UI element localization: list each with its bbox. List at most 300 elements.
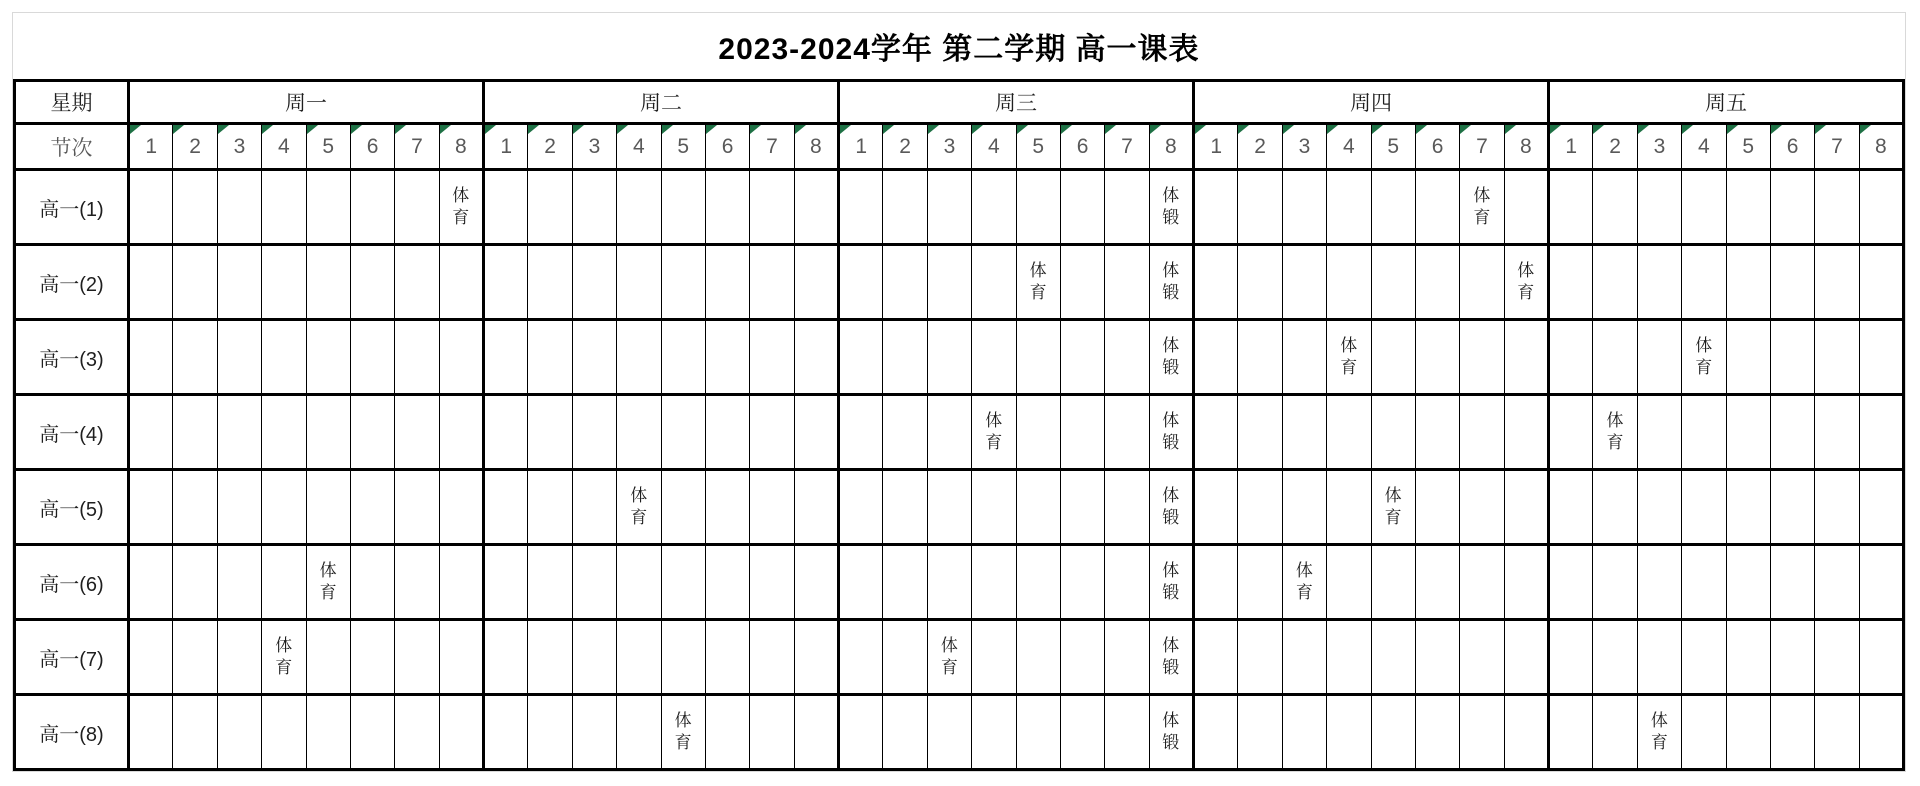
empty-timetable-cell[interactable] xyxy=(927,470,971,545)
day-header-cell[interactable]: 周一 xyxy=(129,81,484,124)
empty-timetable-cell[interactable] xyxy=(705,320,749,395)
empty-timetable-cell[interactable] xyxy=(129,245,173,320)
empty-timetable-cell[interactable] xyxy=(839,620,883,695)
period-header-cell[interactable] xyxy=(705,124,749,170)
empty-timetable-cell[interactable] xyxy=(1371,620,1415,695)
empty-timetable-cell[interactable] xyxy=(1549,395,1593,470)
empty-timetable-cell[interactable] xyxy=(439,695,483,770)
pe-cell[interactable] xyxy=(439,170,483,245)
period-header-cell[interactable] xyxy=(1105,124,1149,170)
empty-timetable-cell[interactable] xyxy=(1549,170,1593,245)
period-header-cell[interactable] xyxy=(661,124,705,170)
empty-timetable-cell[interactable] xyxy=(1460,470,1504,545)
empty-timetable-cell[interactable] xyxy=(306,395,350,470)
pe-cell[interactable] xyxy=(1504,245,1548,320)
exercise-cell[interactable] xyxy=(1149,695,1193,770)
period-header-cell[interactable] xyxy=(794,124,838,170)
empty-timetable-cell[interactable] xyxy=(927,245,971,320)
class-label-cell[interactable]: 高一(7) xyxy=(15,620,129,695)
empty-timetable-cell[interactable] xyxy=(927,395,971,470)
empty-timetable-cell[interactable] xyxy=(528,170,572,245)
empty-timetable-cell[interactable] xyxy=(1682,395,1726,470)
empty-timetable-cell[interactable] xyxy=(173,695,217,770)
empty-timetable-cell[interactable] xyxy=(883,470,927,545)
empty-timetable-cell[interactable] xyxy=(1016,320,1060,395)
class-label-cell[interactable]: 高一(4) xyxy=(15,395,129,470)
empty-timetable-cell[interactable] xyxy=(794,620,838,695)
empty-timetable-cell[interactable] xyxy=(439,620,483,695)
empty-timetable-cell[interactable] xyxy=(705,470,749,545)
empty-timetable-cell[interactable] xyxy=(972,245,1016,320)
empty-timetable-cell[interactable] xyxy=(1371,395,1415,470)
empty-timetable-cell[interactable] xyxy=(1415,395,1459,470)
empty-timetable-cell[interactable] xyxy=(350,470,394,545)
class-label-cell[interactable]: 高一(3) xyxy=(15,320,129,395)
exercise-cell[interactable] xyxy=(1149,170,1193,245)
empty-timetable-cell[interactable] xyxy=(1194,245,1238,320)
empty-timetable-cell[interactable] xyxy=(1016,395,1060,470)
empty-timetable-cell[interactable] xyxy=(1016,695,1060,770)
empty-timetable-cell[interactable] xyxy=(1105,545,1149,620)
empty-timetable-cell[interactable] xyxy=(484,395,528,470)
day-header-cell[interactable]: 周五 xyxy=(1549,81,1904,124)
empty-timetable-cell[interactable] xyxy=(972,620,1016,695)
empty-timetable-cell[interactable] xyxy=(572,545,616,620)
empty-timetable-cell[interactable] xyxy=(1726,245,1770,320)
empty-timetable-cell[interactable] xyxy=(1815,320,1859,395)
empty-timetable-cell[interactable] xyxy=(1415,245,1459,320)
pe-cell[interactable] xyxy=(661,695,705,770)
empty-timetable-cell[interactable] xyxy=(1726,170,1770,245)
class-label-cell[interactable]: 高一(6) xyxy=(15,545,129,620)
empty-timetable-cell[interactable] xyxy=(1593,320,1637,395)
empty-timetable-cell[interactable] xyxy=(1815,470,1859,545)
period-header-cell[interactable] xyxy=(1815,124,1859,170)
empty-timetable-cell[interactable] xyxy=(572,620,616,695)
empty-timetable-cell[interactable] xyxy=(661,245,705,320)
empty-timetable-cell[interactable] xyxy=(1726,470,1770,545)
empty-timetable-cell[interactable] xyxy=(484,620,528,695)
exercise-cell[interactable] xyxy=(1149,620,1193,695)
empty-timetable-cell[interactable] xyxy=(705,620,749,695)
empty-timetable-cell[interactable] xyxy=(484,695,528,770)
empty-timetable-cell[interactable] xyxy=(1815,545,1859,620)
empty-timetable-cell[interactable] xyxy=(484,170,528,245)
empty-timetable-cell[interactable] xyxy=(1415,470,1459,545)
empty-timetable-cell[interactable] xyxy=(1016,470,1060,545)
empty-timetable-cell[interactable] xyxy=(883,545,927,620)
period-header-cell[interactable] xyxy=(395,124,439,170)
pe-cell[interactable] xyxy=(972,395,1016,470)
empty-timetable-cell[interactable] xyxy=(1460,395,1504,470)
period-header-cell[interactable] xyxy=(883,124,927,170)
empty-timetable-cell[interactable] xyxy=(750,545,794,620)
empty-timetable-cell[interactable] xyxy=(1327,245,1371,320)
empty-timetable-cell[interactable] xyxy=(217,545,261,620)
empty-timetable-cell[interactable] xyxy=(129,470,173,545)
empty-timetable-cell[interactable] xyxy=(1194,695,1238,770)
empty-timetable-cell[interactable] xyxy=(350,545,394,620)
empty-timetable-cell[interactable] xyxy=(1238,170,1282,245)
empty-timetable-cell[interactable] xyxy=(1504,620,1548,695)
empty-timetable-cell[interactable] xyxy=(395,170,439,245)
empty-timetable-cell[interactable] xyxy=(262,320,306,395)
empty-timetable-cell[interactable] xyxy=(572,470,616,545)
empty-timetable-cell[interactable] xyxy=(705,545,749,620)
empty-timetable-cell[interactable] xyxy=(306,620,350,695)
empty-timetable-cell[interactable] xyxy=(1194,620,1238,695)
empty-timetable-cell[interactable] xyxy=(1460,620,1504,695)
empty-timetable-cell[interactable] xyxy=(1682,620,1726,695)
empty-timetable-cell[interactable] xyxy=(1859,245,1903,320)
empty-timetable-cell[interactable] xyxy=(129,395,173,470)
empty-timetable-cell[interactable] xyxy=(439,470,483,545)
pe-cell[interactable] xyxy=(1637,695,1681,770)
empty-timetable-cell[interactable] xyxy=(1504,470,1548,545)
period-header-cell[interactable] xyxy=(1726,124,1770,170)
period-header-cell[interactable] xyxy=(1060,124,1104,170)
exercise-cell[interactable] xyxy=(1149,245,1193,320)
day-header-cell[interactable]: 周二 xyxy=(484,81,839,124)
empty-timetable-cell[interactable] xyxy=(1593,695,1637,770)
empty-timetable-cell[interactable] xyxy=(484,545,528,620)
empty-timetable-cell[interactable] xyxy=(217,695,261,770)
empty-timetable-cell[interactable] xyxy=(1060,170,1104,245)
empty-timetable-cell[interactable] xyxy=(1593,170,1637,245)
period-header-cell[interactable] xyxy=(927,124,971,170)
empty-timetable-cell[interactable] xyxy=(1016,170,1060,245)
empty-timetable-cell[interactable] xyxy=(572,170,616,245)
empty-timetable-cell[interactable] xyxy=(794,320,838,395)
empty-timetable-cell[interactable] xyxy=(1016,545,1060,620)
empty-timetable-cell[interactable] xyxy=(1060,470,1104,545)
empty-timetable-cell[interactable] xyxy=(1327,395,1371,470)
period-header-cell[interactable] xyxy=(528,124,572,170)
empty-timetable-cell[interactable] xyxy=(1859,470,1903,545)
empty-timetable-cell[interactable] xyxy=(883,695,927,770)
empty-timetable-cell[interactable] xyxy=(661,320,705,395)
empty-timetable-cell[interactable] xyxy=(750,320,794,395)
empty-timetable-cell[interactable] xyxy=(1105,170,1149,245)
empty-timetable-cell[interactable] xyxy=(1549,320,1593,395)
empty-timetable-cell[interactable] xyxy=(262,245,306,320)
empty-timetable-cell[interactable] xyxy=(173,395,217,470)
empty-timetable-cell[interactable] xyxy=(173,470,217,545)
period-header-cell[interactable] xyxy=(306,124,350,170)
empty-timetable-cell[interactable] xyxy=(1593,245,1637,320)
empty-timetable-cell[interactable] xyxy=(1726,395,1770,470)
empty-timetable-cell[interactable] xyxy=(439,320,483,395)
empty-timetable-cell[interactable] xyxy=(1549,245,1593,320)
empty-timetable-cell[interactable] xyxy=(1637,395,1681,470)
empty-timetable-cell[interactable] xyxy=(306,170,350,245)
empty-timetable-cell[interactable] xyxy=(173,170,217,245)
period-header-cell[interactable] xyxy=(572,124,616,170)
empty-timetable-cell[interactable] xyxy=(1859,170,1903,245)
empty-timetable-cell[interactable] xyxy=(528,395,572,470)
empty-timetable-cell[interactable] xyxy=(129,545,173,620)
empty-timetable-cell[interactable] xyxy=(1504,695,1548,770)
empty-timetable-cell[interactable] xyxy=(661,170,705,245)
period-header-cell[interactable] xyxy=(1238,124,1282,170)
empty-timetable-cell[interactable] xyxy=(1371,695,1415,770)
empty-timetable-cell[interactable] xyxy=(306,695,350,770)
day-header-cell[interactable]: 周四 xyxy=(1194,81,1549,124)
exercise-cell[interactable] xyxy=(1149,470,1193,545)
empty-timetable-cell[interactable] xyxy=(1282,695,1326,770)
empty-timetable-cell[interactable] xyxy=(794,470,838,545)
empty-timetable-cell[interactable] xyxy=(839,395,883,470)
pe-cell[interactable] xyxy=(1682,320,1726,395)
empty-timetable-cell[interactable] xyxy=(1726,545,1770,620)
empty-timetable-cell[interactable] xyxy=(1282,620,1326,695)
empty-timetable-cell[interactable] xyxy=(1415,620,1459,695)
empty-timetable-cell[interactable] xyxy=(1460,695,1504,770)
period-header-cell[interactable] xyxy=(484,124,528,170)
empty-timetable-cell[interactable] xyxy=(528,695,572,770)
empty-timetable-cell[interactable] xyxy=(572,695,616,770)
empty-timetable-cell[interactable] xyxy=(794,395,838,470)
period-header-cell[interactable] xyxy=(1682,124,1726,170)
empty-timetable-cell[interactable] xyxy=(572,395,616,470)
empty-timetable-cell[interactable] xyxy=(1637,245,1681,320)
empty-timetable-cell[interactable] xyxy=(395,620,439,695)
empty-timetable-cell[interactable] xyxy=(972,545,1016,620)
empty-timetable-cell[interactable] xyxy=(1770,545,1814,620)
empty-timetable-cell[interactable] xyxy=(1549,470,1593,545)
empty-timetable-cell[interactable] xyxy=(1327,545,1371,620)
empty-timetable-cell[interactable] xyxy=(439,545,483,620)
pe-cell[interactable] xyxy=(306,545,350,620)
period-header-cell[interactable] xyxy=(350,124,394,170)
empty-timetable-cell[interactable] xyxy=(1105,245,1149,320)
empty-timetable-cell[interactable] xyxy=(350,170,394,245)
empty-timetable-cell[interactable] xyxy=(617,695,661,770)
empty-timetable-cell[interactable] xyxy=(883,170,927,245)
empty-timetable-cell[interactable] xyxy=(395,320,439,395)
empty-timetable-cell[interactable] xyxy=(661,545,705,620)
empty-timetable-cell[interactable] xyxy=(1682,170,1726,245)
empty-timetable-cell[interactable] xyxy=(306,320,350,395)
empty-timetable-cell[interactable] xyxy=(1327,470,1371,545)
empty-timetable-cell[interactable] xyxy=(1859,695,1903,770)
empty-timetable-cell[interactable] xyxy=(173,320,217,395)
empty-timetable-cell[interactable] xyxy=(1282,395,1326,470)
period-header-cell[interactable] xyxy=(1859,124,1903,170)
empty-timetable-cell[interactable] xyxy=(1060,545,1104,620)
empty-timetable-cell[interactable] xyxy=(350,395,394,470)
period-header-cell[interactable] xyxy=(750,124,794,170)
empty-timetable-cell[interactable] xyxy=(661,395,705,470)
empty-timetable-cell[interactable] xyxy=(1194,170,1238,245)
empty-timetable-cell[interactable] xyxy=(395,245,439,320)
empty-timetable-cell[interactable] xyxy=(1194,395,1238,470)
empty-timetable-cell[interactable] xyxy=(129,170,173,245)
empty-timetable-cell[interactable] xyxy=(1460,245,1504,320)
empty-timetable-cell[interactable] xyxy=(1504,395,1548,470)
empty-timetable-cell[interactable] xyxy=(217,170,261,245)
empty-timetable-cell[interactable] xyxy=(1238,545,1282,620)
empty-timetable-cell[interactable] xyxy=(528,470,572,545)
empty-timetable-cell[interactable] xyxy=(1726,320,1770,395)
empty-timetable-cell[interactable] xyxy=(1238,320,1282,395)
empty-timetable-cell[interactable] xyxy=(1238,470,1282,545)
empty-timetable-cell[interactable] xyxy=(1770,695,1814,770)
period-header-cell[interactable] xyxy=(1504,124,1548,170)
week-corner-cell[interactable]: 星期 xyxy=(15,81,129,124)
empty-timetable-cell[interactable] xyxy=(1415,320,1459,395)
class-label-cell[interactable]: 高一(1) xyxy=(15,170,129,245)
empty-timetable-cell[interactable] xyxy=(750,395,794,470)
period-header-cell[interactable] xyxy=(1637,124,1681,170)
empty-timetable-cell[interactable] xyxy=(1549,620,1593,695)
empty-timetable-cell[interactable] xyxy=(1238,620,1282,695)
empty-timetable-cell[interactable] xyxy=(262,395,306,470)
empty-timetable-cell[interactable] xyxy=(1194,470,1238,545)
empty-timetable-cell[interactable] xyxy=(1060,245,1104,320)
period-header-cell[interactable] xyxy=(1770,124,1814,170)
empty-timetable-cell[interactable] xyxy=(1770,620,1814,695)
empty-timetable-cell[interactable] xyxy=(528,320,572,395)
empty-timetable-cell[interactable] xyxy=(883,320,927,395)
empty-timetable-cell[interactable] xyxy=(1327,170,1371,245)
empty-timetable-cell[interactable] xyxy=(927,170,971,245)
empty-timetable-cell[interactable] xyxy=(129,695,173,770)
period-header-cell[interactable] xyxy=(1593,124,1637,170)
empty-timetable-cell[interactable] xyxy=(1859,545,1903,620)
empty-timetable-cell[interactable] xyxy=(350,320,394,395)
empty-timetable-cell[interactable] xyxy=(1238,245,1282,320)
empty-timetable-cell[interactable] xyxy=(839,320,883,395)
empty-timetable-cell[interactable] xyxy=(1371,320,1415,395)
period-corner-cell[interactable]: 节次 xyxy=(15,124,129,170)
empty-timetable-cell[interactable] xyxy=(262,470,306,545)
empty-timetable-cell[interactable] xyxy=(1371,170,1415,245)
empty-timetable-cell[interactable] xyxy=(484,245,528,320)
empty-timetable-cell[interactable] xyxy=(1859,395,1903,470)
empty-timetable-cell[interactable] xyxy=(350,245,394,320)
empty-timetable-cell[interactable] xyxy=(1105,470,1149,545)
empty-timetable-cell[interactable] xyxy=(1238,695,1282,770)
empty-timetable-cell[interactable] xyxy=(350,620,394,695)
empty-timetable-cell[interactable] xyxy=(1105,320,1149,395)
empty-timetable-cell[interactable] xyxy=(1016,620,1060,695)
pe-cell[interactable] xyxy=(1282,545,1326,620)
empty-timetable-cell[interactable] xyxy=(484,320,528,395)
empty-timetable-cell[interactable] xyxy=(1637,170,1681,245)
empty-timetable-cell[interactable] xyxy=(262,695,306,770)
period-header-cell[interactable] xyxy=(1016,124,1060,170)
empty-timetable-cell[interactable] xyxy=(1504,545,1548,620)
empty-timetable-cell[interactable] xyxy=(883,245,927,320)
exercise-cell[interactable] xyxy=(1149,320,1193,395)
pe-cell[interactable] xyxy=(262,620,306,695)
empty-timetable-cell[interactable] xyxy=(1815,395,1859,470)
empty-timetable-cell[interactable] xyxy=(705,395,749,470)
empty-timetable-cell[interactable] xyxy=(927,545,971,620)
class-label-cell[interactable]: 高一(8) xyxy=(15,695,129,770)
empty-timetable-cell[interactable] xyxy=(1194,545,1238,620)
empty-timetable-cell[interactable] xyxy=(839,545,883,620)
empty-timetable-cell[interactable] xyxy=(1460,545,1504,620)
empty-timetable-cell[interactable] xyxy=(1460,320,1504,395)
empty-timetable-cell[interactable] xyxy=(439,245,483,320)
empty-timetable-cell[interactable] xyxy=(1549,545,1593,620)
empty-timetable-cell[interactable] xyxy=(794,545,838,620)
empty-timetable-cell[interactable] xyxy=(528,620,572,695)
period-header-cell[interactable] xyxy=(262,124,306,170)
empty-timetable-cell[interactable] xyxy=(794,245,838,320)
empty-timetable-cell[interactable] xyxy=(1415,170,1459,245)
empty-timetable-cell[interactable] xyxy=(839,245,883,320)
empty-timetable-cell[interactable] xyxy=(1593,470,1637,545)
empty-timetable-cell[interactable] xyxy=(1415,545,1459,620)
empty-timetable-cell[interactable] xyxy=(528,545,572,620)
empty-timetable-cell[interactable] xyxy=(1682,245,1726,320)
period-header-cell[interactable] xyxy=(217,124,261,170)
empty-timetable-cell[interactable] xyxy=(1105,620,1149,695)
empty-timetable-cell[interactable] xyxy=(572,320,616,395)
period-header-cell[interactable] xyxy=(129,124,173,170)
empty-timetable-cell[interactable] xyxy=(1593,620,1637,695)
class-label-cell[interactable]: 高一(2) xyxy=(15,245,129,320)
empty-timetable-cell[interactable] xyxy=(1682,545,1726,620)
empty-timetable-cell[interactable] xyxy=(1415,695,1459,770)
empty-timetable-cell[interactable] xyxy=(705,245,749,320)
empty-timetable-cell[interactable] xyxy=(750,245,794,320)
period-header-cell[interactable] xyxy=(1149,124,1193,170)
empty-timetable-cell[interactable] xyxy=(1815,170,1859,245)
empty-timetable-cell[interactable] xyxy=(1194,320,1238,395)
empty-timetable-cell[interactable] xyxy=(306,245,350,320)
empty-timetable-cell[interactable] xyxy=(1593,545,1637,620)
empty-timetable-cell[interactable] xyxy=(1859,320,1903,395)
empty-timetable-cell[interactable] xyxy=(972,470,1016,545)
empty-timetable-cell[interactable] xyxy=(617,245,661,320)
empty-timetable-cell[interactable] xyxy=(1371,245,1415,320)
empty-timetable-cell[interactable] xyxy=(1282,470,1326,545)
empty-timetable-cell[interactable] xyxy=(705,695,749,770)
empty-timetable-cell[interactable] xyxy=(1371,545,1415,620)
empty-timetable-cell[interactable] xyxy=(927,320,971,395)
empty-timetable-cell[interactable] xyxy=(1105,395,1149,470)
empty-timetable-cell[interactable] xyxy=(839,695,883,770)
period-header-cell[interactable] xyxy=(839,124,883,170)
empty-timetable-cell[interactable] xyxy=(395,470,439,545)
empty-timetable-cell[interactable] xyxy=(839,470,883,545)
empty-timetable-cell[interactable] xyxy=(972,320,1016,395)
empty-timetable-cell[interactable] xyxy=(395,545,439,620)
empty-timetable-cell[interactable] xyxy=(1549,695,1593,770)
empty-timetable-cell[interactable] xyxy=(1637,620,1681,695)
pe-cell[interactable] xyxy=(1371,470,1415,545)
empty-timetable-cell[interactable] xyxy=(217,470,261,545)
empty-timetable-cell[interactable] xyxy=(1815,245,1859,320)
empty-timetable-cell[interactable] xyxy=(129,320,173,395)
empty-timetable-cell[interactable] xyxy=(217,395,261,470)
empty-timetable-cell[interactable] xyxy=(1282,320,1326,395)
empty-timetable-cell[interactable] xyxy=(173,245,217,320)
empty-timetable-cell[interactable] xyxy=(350,695,394,770)
empty-timetable-cell[interactable] xyxy=(1682,470,1726,545)
empty-timetable-cell[interactable] xyxy=(439,395,483,470)
empty-timetable-cell[interactable] xyxy=(306,470,350,545)
empty-timetable-cell[interactable] xyxy=(1504,320,1548,395)
empty-timetable-cell[interactable] xyxy=(617,170,661,245)
empty-timetable-cell[interactable] xyxy=(1770,320,1814,395)
period-header-cell[interactable] xyxy=(972,124,1016,170)
empty-timetable-cell[interactable] xyxy=(1637,545,1681,620)
